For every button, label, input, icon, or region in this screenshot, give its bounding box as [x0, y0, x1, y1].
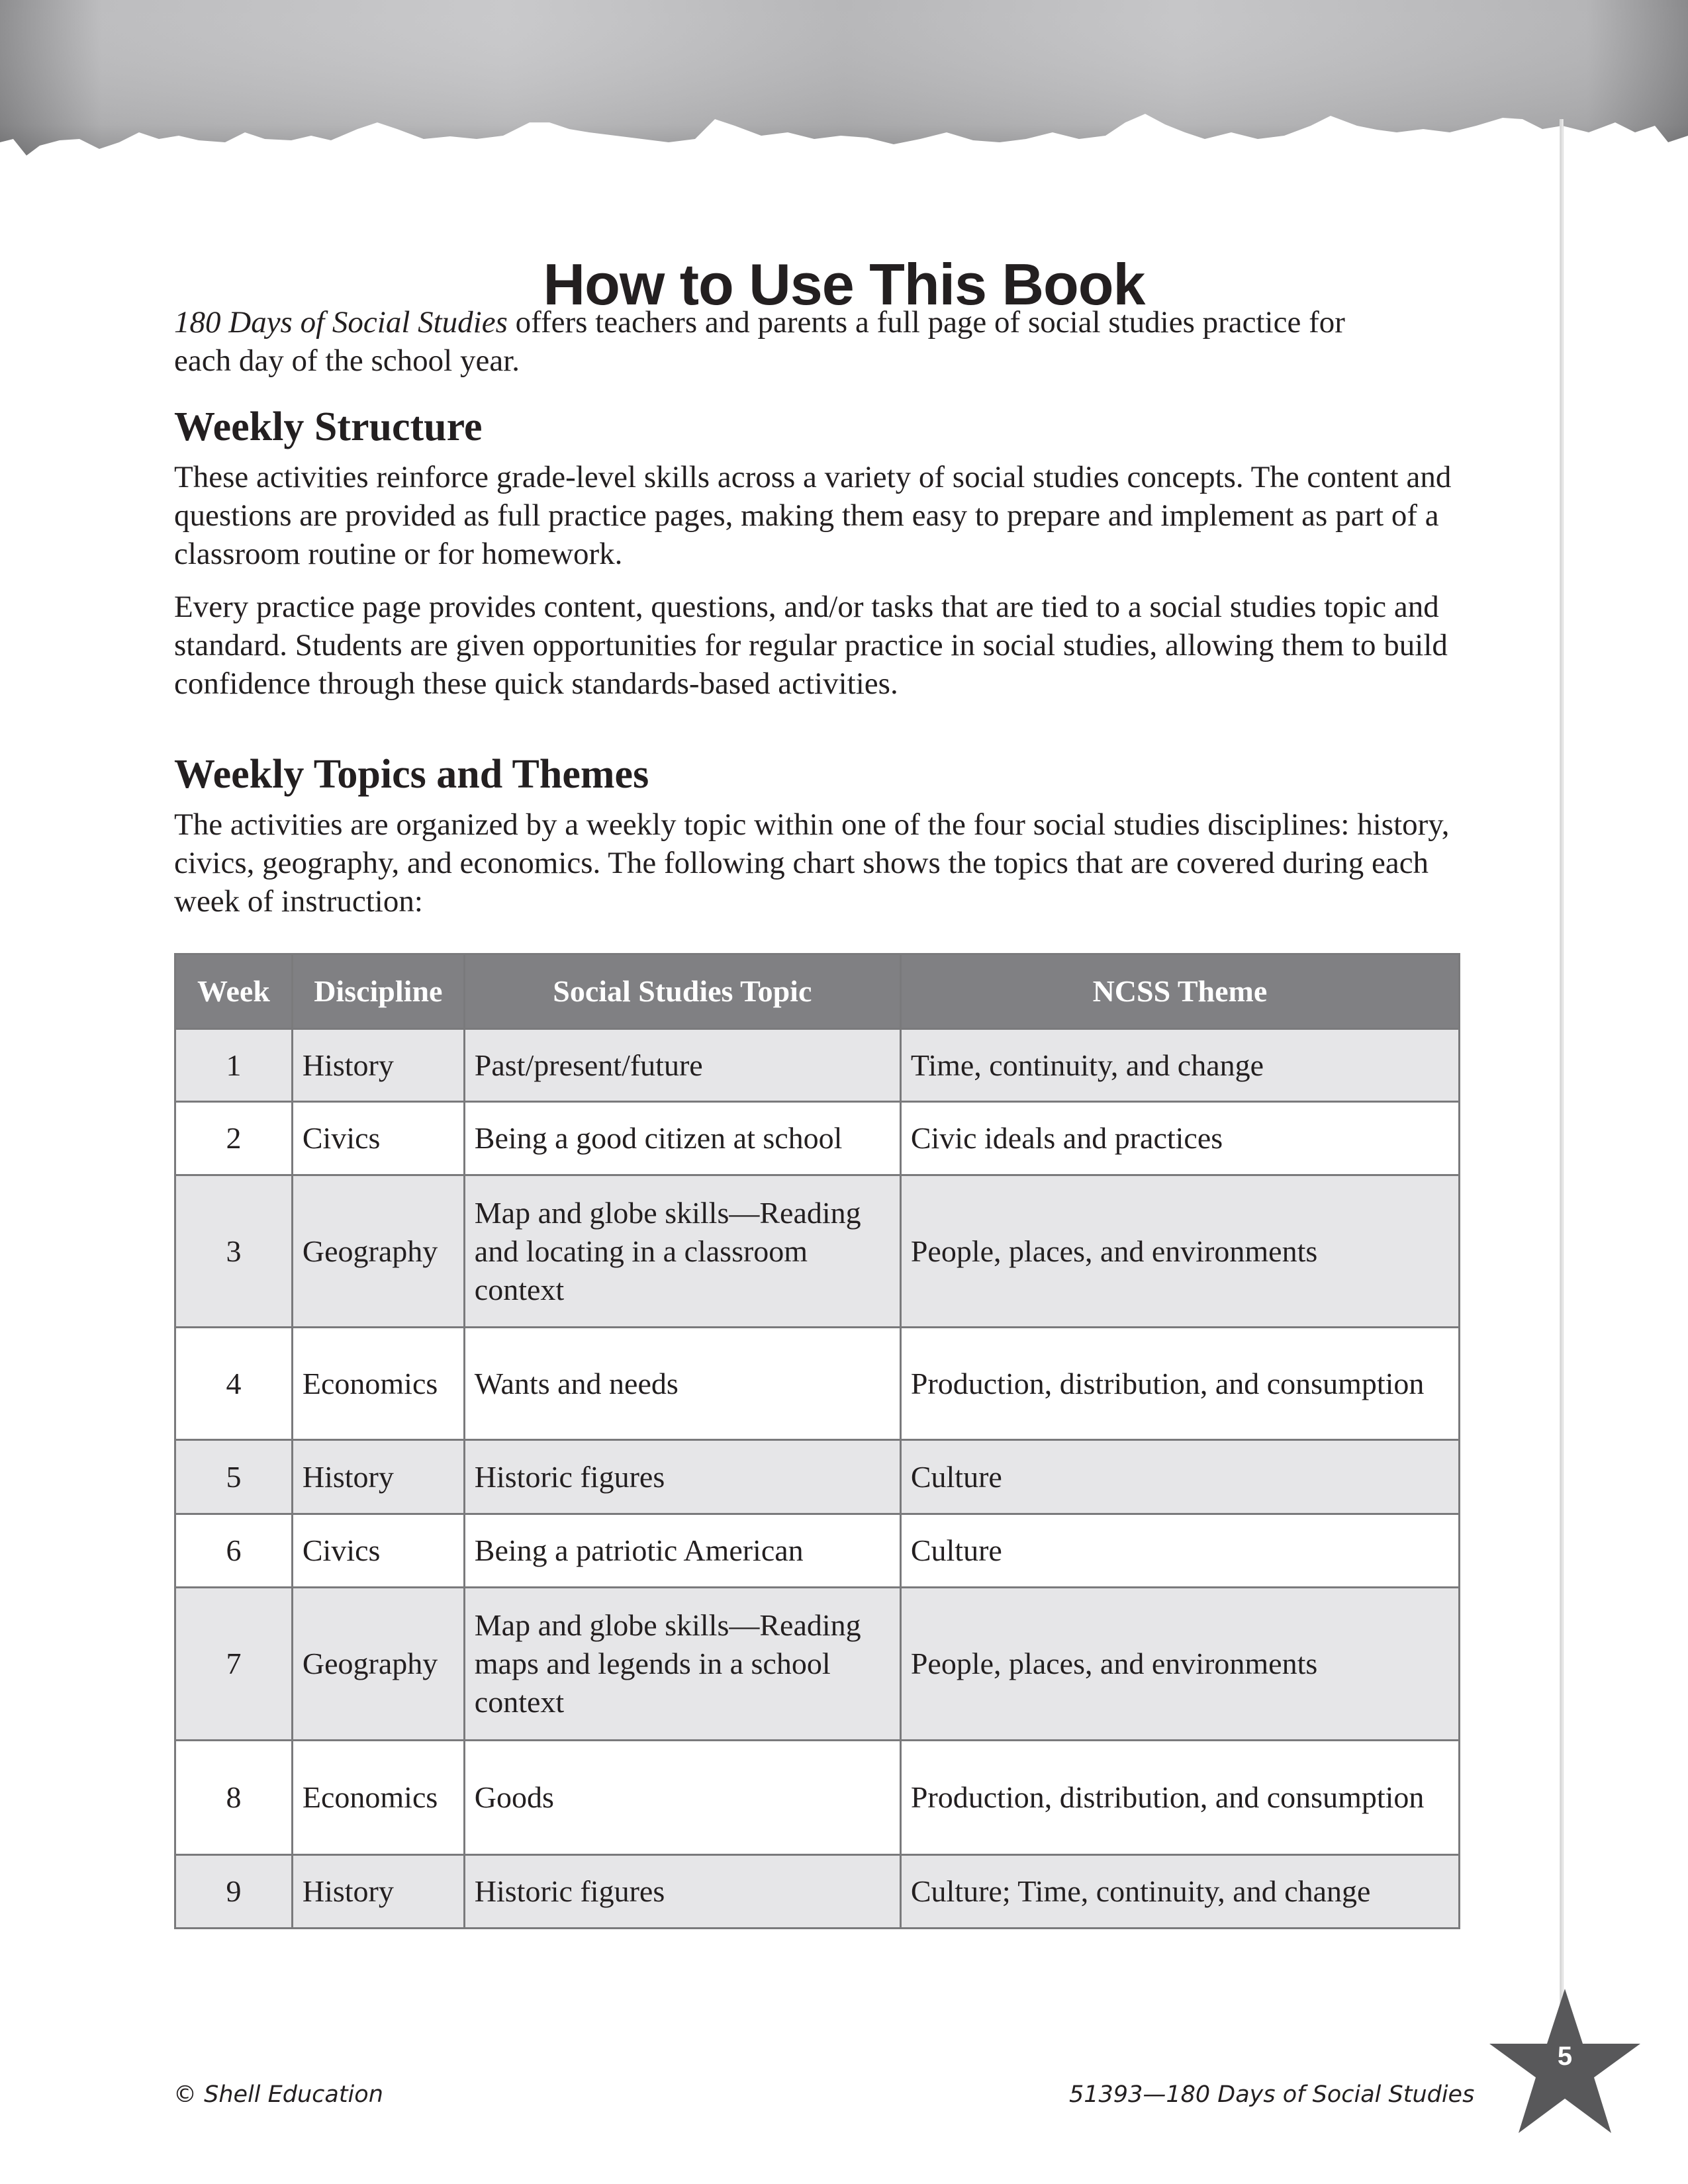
- cell-theme: Culture; Time, continuity, and change: [900, 1855, 1459, 1929]
- cell-topic: Being a good citizen at school: [464, 1102, 900, 1175]
- star-hanging-string: [1560, 119, 1564, 2025]
- cell-topic: Map and globe skills—Reading maps and legends in a school context: [464, 1588, 900, 1741]
- cell-week: 3: [175, 1175, 293, 1328]
- header-discipline: Discipline: [292, 954, 464, 1029]
- torn-paper-header-decoration: [0, 0, 1688, 159]
- page-title: How to Use This Book: [543, 251, 1145, 317]
- cell-week: 4: [175, 1328, 293, 1440]
- cell-theme: Culture: [900, 1514, 1459, 1588]
- section-paragraph: These activities reinforce grade-level skills across a variety of social studies concepts. The content and questions are provided as full practice pages, making them easy to prepare and implement as part of a classroom routine or for homework.: [174, 460, 1452, 571]
- section-weekly-structure: [174, 404, 1472, 703]
- cell-week: 5: [175, 1440, 293, 1514]
- cell-theme: Civic ideals and practices: [900, 1102, 1459, 1175]
- cell-week: 2: [175, 1102, 293, 1175]
- cell-theme: Production, distribution, and consumption: [900, 1328, 1459, 1440]
- section-heading: Weekly Structure: [174, 404, 483, 449]
- table-row: [175, 1328, 1460, 1440]
- intro-paragraph: [174, 303, 1472, 380]
- cell-discipline: History: [292, 1855, 464, 1929]
- cell-topic: Historic figures: [464, 1440, 900, 1514]
- cell-theme: People, places, and environments: [900, 1175, 1459, 1328]
- cell-discipline: Economics: [292, 1328, 464, 1440]
- table-row: [175, 1588, 1460, 1741]
- table-row: [175, 1741, 1460, 1855]
- cell-topic: Past/present/future: [464, 1029, 900, 1102]
- cell-theme: Production, distribution, and consumption: [900, 1741, 1459, 1855]
- table-row: [175, 1440, 1460, 1514]
- cell-week: 7: [175, 1588, 293, 1741]
- cell-discipline: History: [292, 1029, 464, 1102]
- footer-copyright: © Shell Education: [173, 2081, 383, 2108]
- cell-discipline: History: [292, 1440, 464, 1514]
- table-header-row: [175, 954, 1460, 1029]
- cell-discipline: Geography: [292, 1175, 464, 1328]
- cell-week: 8: [175, 1741, 293, 1855]
- cell-discipline: Economics: [292, 1741, 464, 1855]
- table-row: [175, 1102, 1460, 1175]
- cell-week: 1: [175, 1029, 293, 1102]
- cell-topic: Being a patriotic American: [464, 1514, 900, 1588]
- page-number: 5: [1557, 2042, 1573, 2071]
- header-week: Week: [175, 954, 293, 1029]
- table-row: [175, 1175, 1460, 1328]
- cell-topic: Map and globe skills—Reading and locating in a classroom context: [464, 1175, 900, 1328]
- cell-topic: Historic figures: [464, 1855, 900, 1929]
- intro-line1: offers teachers and parents a full page of social studies practice for: [507, 305, 1345, 340]
- intro-line2: each day of the school year.: [174, 343, 520, 378]
- section-heading: Weekly Topics and Themes: [174, 752, 649, 797]
- table-row: [175, 1855, 1460, 1929]
- cell-theme: Time, continuity, and change: [900, 1029, 1459, 1102]
- cell-theme: People, places, and environments: [900, 1588, 1459, 1741]
- header-topic: Social Studies Topic: [464, 954, 900, 1029]
- cell-discipline: Civics: [292, 1102, 464, 1175]
- cell-discipline: Geography: [292, 1588, 464, 1741]
- book-title: 180 Days of Social Studies: [174, 305, 508, 340]
- cell-theme: Culture: [900, 1440, 1459, 1514]
- cell-discipline: Civics: [292, 1514, 464, 1588]
- cell-week: 9: [175, 1855, 293, 1929]
- weekly-topics-table: [174, 953, 1460, 1929]
- section-paragraph: Every practice page provides content, questions, and/or tasks that are tied to a social studies topic and standard. Students are given opportunities for regular practice in social studies, allowing them to build confidence through these quick standards-based activities.: [174, 590, 1448, 701]
- header-theme: NCSS Theme: [900, 954, 1459, 1029]
- table-row: [175, 1514, 1460, 1588]
- footer-book-id: 51393—180 Days of Social Studies: [1069, 2081, 1475, 2108]
- section-weekly-topics: [174, 751, 1472, 921]
- table-row: [175, 1029, 1460, 1102]
- cell-topic: Goods: [464, 1741, 900, 1855]
- cell-week: 6: [175, 1514, 293, 1588]
- cell-topic: Wants and needs: [464, 1328, 900, 1440]
- section-paragraph: The activities are organized by a weekly topic within one of the four social studies disciplines: history, civics, geography, and economics. The following chart shows the topics that are covered during each week of instruction:: [174, 807, 1450, 919]
